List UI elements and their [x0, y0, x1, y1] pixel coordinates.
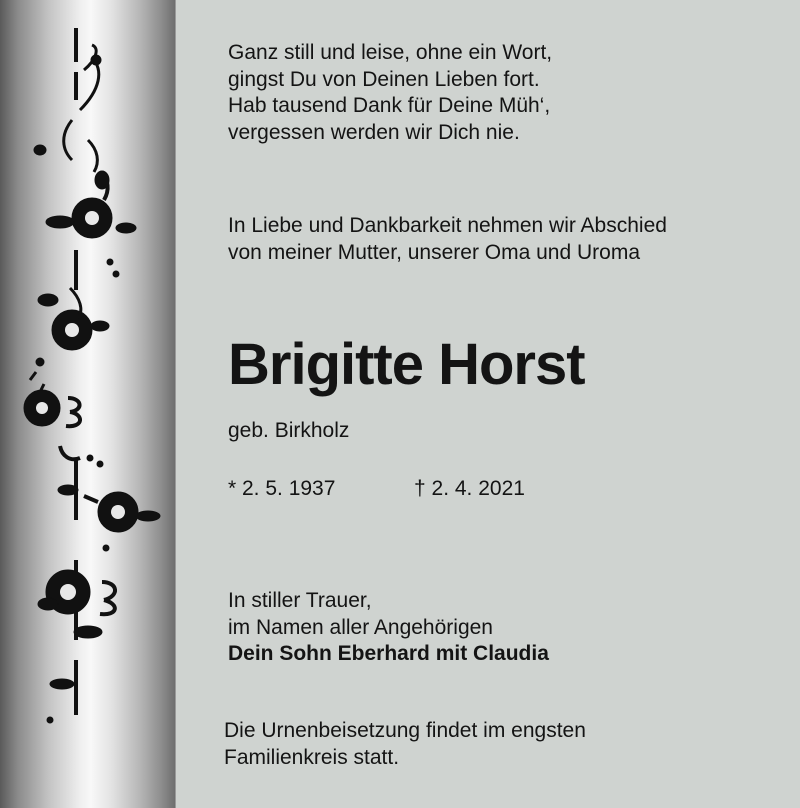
death-date: † 2. 4. 2021	[414, 477, 525, 500]
note-line: Die Urnenbeisetzung findet im engsten	[224, 719, 586, 742]
deceased-name: Brigitte Horst	[228, 332, 585, 397]
maiden-name: geb. Birkholz	[228, 419, 350, 442]
birth-date: * 2. 5. 1937	[228, 477, 336, 500]
mourning-line: im Namen aller Angehörigen	[228, 615, 493, 639]
farewell-intro	[228, 213, 667, 266]
poem-line: Ganz still und leise, ohne ein Wort,	[228, 41, 553, 64]
obituary-text	[224, 0, 788, 808]
mourners-block	[228, 588, 549, 668]
rose-vine-icon	[0, 0, 175, 808]
note-line: Familienkreis statt.	[224, 745, 400, 769]
mourners-signature: Dein Sohn Eberhard mit Claudia	[228, 642, 549, 665]
mourning-line: In stiller Trauer,	[228, 589, 372, 612]
poem	[228, 40, 552, 146]
intro-line: von meiner Mutter, unserer Oma und Uroma	[228, 240, 641, 264]
poem-line: gingst Du von Deinen Lieben fort.	[228, 67, 540, 91]
poem-line: vergessen werden wir Dich nie.	[228, 120, 520, 144]
poem-line: Hab tausend Dank für Deine Müh‘,	[228, 94, 551, 117]
silver-side-panel	[0, 0, 176, 808]
burial-note	[224, 718, 586, 771]
intro-line: In Liebe und Dankbarkeit nehmen wir Abschied	[228, 214, 667, 237]
